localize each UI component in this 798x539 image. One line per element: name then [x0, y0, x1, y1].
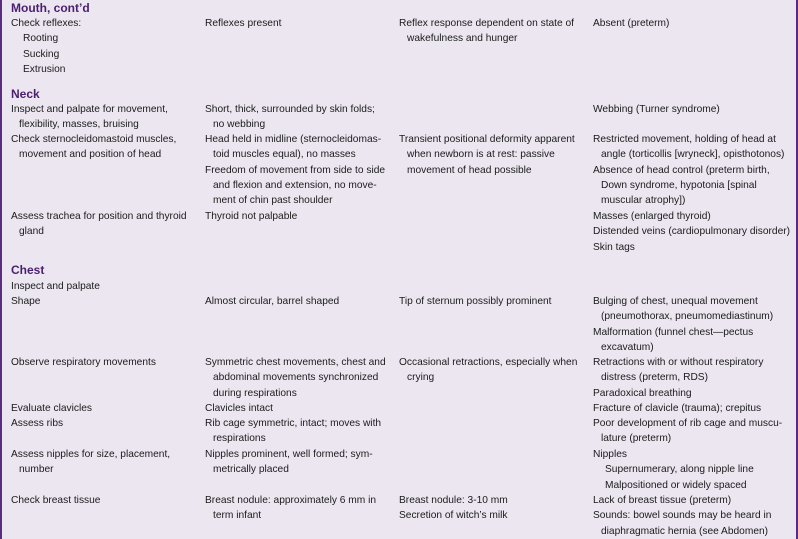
cell-normal-findings: [205, 416, 389, 447]
cell-normal-findings: [205, 294, 389, 309]
text-line: Supernumerary, along nipple line: [605, 464, 754, 476]
text-line: excavatum): [601, 341, 654, 353]
cell-normal-findings: [205, 16, 389, 31]
text-line: Paradoxical breathing: [593, 387, 692, 399]
cell-assessment: [11, 132, 195, 163]
cell-normal-findings: [205, 447, 389, 478]
section-heading-mouth: Mouth, cont’d: [11, 1, 90, 15]
text-line: Down syndrome, hypotonia [spinal: [601, 179, 757, 191]
text-line: Rib cage symmetric, intact; moves with: [205, 418, 382, 429]
cell-variations: [399, 355, 583, 386]
text-line: Inspect and palpate for movement,: [11, 104, 168, 115]
text-line: term infant: [213, 510, 262, 522]
text-line: Rooting: [23, 33, 59, 45]
text-line: Skin tags: [593, 241, 635, 253]
cell-deviations: [593, 416, 793, 447]
text-line: Check sternocleidomastoid muscles,: [11, 134, 177, 145]
text-line: wakefulness and hunger: [407, 33, 518, 45]
text-line: Retractions with or without respiratory: [593, 357, 764, 368]
text-line: Extrusion: [23, 63, 66, 75]
text-line: Fracture of clavicle (trauma); crepitus: [593, 403, 762, 414]
cell-deviations: [593, 401, 793, 416]
text-line: Tip of sternum possibly prominent: [399, 296, 552, 307]
section-heading-neck: Neck: [11, 87, 40, 101]
text-line: Webbing (Turner syndrome): [593, 104, 720, 115]
cell-variations: [399, 132, 583, 178]
cell-assessment: [11, 294, 195, 309]
text-line: and flexion and extension, no move-: [213, 179, 377, 191]
cell-normal-findings: [205, 493, 389, 524]
text-line: gland: [19, 226, 44, 238]
cell-deviations: [593, 447, 793, 493]
cell-assessment: [11, 209, 195, 240]
cell-assessment: [11, 493, 195, 508]
text-line: ment of chin past shoulder: [213, 195, 333, 207]
cell-normal-findings: [205, 355, 389, 401]
cell-deviations: [593, 102, 793, 117]
text-line: Malformation (funnel chest—pectus: [593, 326, 754, 338]
text-line: Sounds: bowel sounds may be heard in: [593, 510, 772, 522]
cell-variations: [399, 16, 583, 47]
text-line: no webbing: [213, 119, 266, 131]
text-line: Occasional retractions, especially when: [399, 357, 578, 368]
text-line: Check breast tissue: [11, 495, 101, 506]
text-line: Absence of head control (preterm birth,: [593, 164, 770, 176]
text-line: during respirations: [213, 387, 297, 399]
text-line: Restricted movement, holding of head at: [593, 134, 776, 145]
text-line: Lack of breast tissue (preterm): [593, 495, 732, 506]
text-line: muscular atrophy]): [601, 195, 686, 207]
cell-assessment: [11, 16, 195, 77]
text-line: number: [19, 464, 54, 476]
text-line: toid muscles equal), no masses: [213, 149, 356, 161]
text-line: Shape: [11, 296, 41, 307]
cell-assessment: [11, 279, 195, 294]
cell-assessment: [11, 447, 195, 478]
text-line: lature (preterm): [601, 433, 672, 445]
text-line: respirations: [213, 433, 266, 445]
text-line: Masses (enlarged thyroid): [593, 211, 711, 222]
text-line: Reflexes present: [205, 18, 282, 29]
text-line: Freedom of movement from side to side: [205, 164, 386, 176]
text-line: Poor development of rib cage and muscu-: [593, 418, 783, 429]
cell-deviations: [593, 209, 793, 255]
cell-deviations: [593, 294, 793, 355]
cell-deviations: [593, 493, 793, 539]
left-border-rule: [0, 0, 2, 539]
text-line: diaphragmatic hernia (see Abdomen): [601, 525, 769, 537]
text-line: Thyroid not palpable: [205, 211, 298, 222]
text-line: Clavicles intact: [205, 403, 273, 414]
text-line: Short, thick, surrounded by skin folds;: [205, 104, 375, 115]
text-line: Symmetric chest movements, chest and: [205, 357, 386, 368]
text-line: distress (preterm, RDS): [601, 372, 708, 384]
text-line: Assess trachea for position and thyroid: [11, 211, 187, 222]
text-line: (pneumothorax, pneumomediastinum): [601, 311, 774, 323]
cell-deviations: [593, 16, 793, 31]
text-line: Inspect and palpate: [11, 281, 100, 292]
text-line: Observe respiratory movements: [11, 357, 156, 368]
cell-assessment: [11, 401, 195, 416]
cell-assessment: [11, 355, 195, 370]
text-line: flexibility, masses, bruising: [19, 119, 139, 131]
text-line: Malpositioned or widely spaced: [605, 479, 747, 491]
text-line: Assess ribs: [11, 418, 64, 429]
text-line: Nipples prominent, well formed; sym-: [205, 449, 373, 460]
text-line: abdominal movements synchronized: [213, 372, 379, 384]
text-line: Head held in midline (sternocleidomas-: [205, 134, 382, 145]
section-heading-chest: Chest: [11, 263, 45, 277]
text-line: Check reflexes:: [11, 18, 82, 29]
text-line: Secretion of witch’s milk: [399, 510, 508, 522]
text-line: Distended veins (cardiopulmonary disorder): [593, 226, 791, 238]
cell-normal-findings: [205, 132, 389, 208]
cell-variations: [399, 493, 583, 524]
cell-deviations: [593, 132, 793, 208]
text-line: Absent (preterm): [593, 18, 670, 29]
text-line: Evaluate clavicles: [11, 403, 92, 414]
text-line: Transient positional deformity apparent: [399, 134, 575, 145]
text-line: Bulging of chest, unequal movement: [593, 296, 758, 307]
cell-deviations: [593, 355, 793, 401]
cell-normal-findings: [205, 209, 389, 224]
text-line: Assess nipples for size, placement,: [11, 449, 171, 460]
cell-normal-findings: [205, 401, 389, 416]
text-line: metrically placed: [213, 464, 289, 476]
text-line: Almost circular, barrel shaped: [205, 296, 340, 307]
text-line: Sucking: [23, 48, 60, 60]
text-line: Nipples: [593, 449, 627, 460]
text-line: Breast nodule: approximately 6 mm in: [205, 495, 377, 506]
cell-variations: [399, 294, 583, 309]
text-line: when newborn is at rest: passive: [407, 149, 555, 161]
text-line: crying: [407, 372, 435, 384]
cell-assessment: [11, 416, 195, 431]
text-line: Reflex response dependent on state of: [399, 18, 575, 29]
cell-assessment: [11, 102, 195, 133]
cell-normal-findings: [205, 102, 389, 133]
text-line: angle (torticollis [wryneck], opisthotonos): [601, 149, 785, 161]
text-line: Breast nodule: 3-10 mm: [399, 495, 508, 506]
text-line: movement of head possible: [407, 164, 532, 176]
text-line: movement and position of head: [19, 149, 162, 161]
